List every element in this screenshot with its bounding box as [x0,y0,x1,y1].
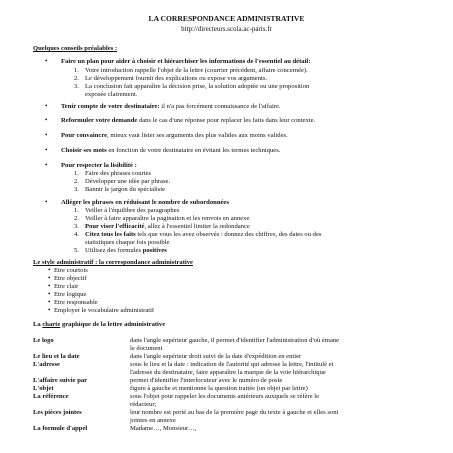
conseil-5: Choisir ses mots en fonction de votre destinataire en évitant les termes techniques. [61,147,281,154]
document-title: LA CORRESPONDANCE ADMINISTRATIVE [148,14,305,23]
list-item: exposée clairement. [85,91,138,98]
list-item: • Employer le vocabulaire administratif [48,306,155,314]
conseil-4: Pour convaincre, mieux vaut lister ses arguments des plus valides aux moins valides. [61,132,288,139]
def-text: sous le lieu et la date : indication de l'autorité qui adresse la lettre, l'intitulé et [130,361,334,368]
bullet-icon: • [48,290,54,298]
def-label: L'adresse [33,361,60,368]
section-heading-style: Le style administratif : la correspondance administrative [33,259,193,266]
section-heading-charte: La charte graphique de la lettre administrative [33,321,166,328]
list-item: 1. Veiller à l'équilibre des paragraphes [74,207,180,214]
list-item: 1. Votre introduction rappelle l'objet de la lettre (courrier précédent, affaire concernée). [74,67,308,74]
list-item: • Etre clair [48,282,79,290]
bullet-icon: • [48,282,54,290]
conseil-7-main: Alléger les phrases en réduisant le nombre de subordonnées [61,199,229,206]
list-item: statistiques chaque fois possible [85,239,170,246]
conseil-2: Tenir compte de votre destinataire: il n'a pas forcément connaissance de l'affaire. [61,103,281,110]
def-text: figure à gauche et mentionne la question traitée (un objet par lettre) [130,385,308,392]
def-label: Les pièces jointes [33,409,82,416]
def-label: La référence [33,393,69,400]
list-item: 3. La conclusion fait apparaître la décision prise, la solution adoptée ou une proposition [74,83,310,90]
bullet-icon: • [45,102,48,110]
bullet-icon: • [45,116,48,124]
def-text: sous l'objet pour rappeler les documents antérieurs auxquels se réfère le [130,393,320,400]
list-item: • Etre courtois [48,266,88,274]
list-item: 2. Le développement fournit des explications ou expose vos arguments. [74,75,268,82]
bullet-icon: • [45,198,48,206]
list-item: • Etre logique [48,290,87,298]
bullet-icon: • [48,266,54,274]
def-label: Le logo [33,337,54,344]
bullet-icon: • [45,146,48,154]
def-text: dans l'angle supérieur gauche, il permet d'identifier l'administration d'où émane [130,337,340,344]
list-item: 1. Faire des phrases courtes [74,170,152,177]
list-item: 2. Veiller à faire apparaître la pagination et les renvois en annexe [74,215,250,222]
def-label: L'objet [33,385,54,392]
bullet-icon: • [48,274,54,282]
conseil-1-main: Faire un plan pour aider à choisir et hiérarchiser les informations de l'essentiel au détail: [61,58,311,65]
def-text: jointes en annexe [130,417,176,424]
def-label: La formule d'appel [33,425,88,432]
def-text: l'adresse du destinataire, faire apparaître la marque de la voie hiérarchique [130,369,326,376]
document-url: http://directeurs.scola.ac-paris.fr [181,25,272,33]
list-item: • Etre objectif [48,274,87,282]
def-label: Le lieu et la date [33,353,80,360]
conseil-3: Reformuler votre demande dans le cas d'une réponse pour replacer les faits dans leur contexte. [61,117,316,124]
def-text: Madame…, Monsieur…, [130,425,197,432]
bullet-icon: • [48,298,54,306]
list-item: 3. Bannir le jargon du spécialiste [74,186,166,193]
def-text: le document [130,345,163,352]
bullet-icon: • [45,161,48,169]
list-item: 5. Utilisez des formules positives [74,247,167,254]
def-text: permet d'identifier l'interlocuteur avec le numéro de poste [130,377,283,384]
list-item: 2. Développer une idée par phrase. [74,178,171,185]
bullet-icon: • [45,131,48,139]
list-item: • Etre responsable [48,298,98,306]
section-heading-conseils: Quelques conseils préalables : [33,45,118,52]
def-text: dans l'angle supérieur droit suivi de la date d'expédition en entier [130,353,302,360]
bullet-icon: • [48,306,54,314]
def-label: L'affaire suivie par [33,377,88,384]
bullet-icon: • [45,57,48,65]
conseil-6-main: Pour respecter la lisibilité : [61,162,137,169]
list-item: 4. Citez tous les faits tels que vous les avez observés : donnez des chiffres, des dates ou des [74,231,322,238]
def-text: leur nombre est porté au bas de la première page du texte à gauche et elles sont [130,409,339,416]
list-item: 3. Pour viser l'efficacité, allez à l'essentiel limiter la redondance [74,223,250,230]
def-text: rédacteur; [130,401,157,408]
